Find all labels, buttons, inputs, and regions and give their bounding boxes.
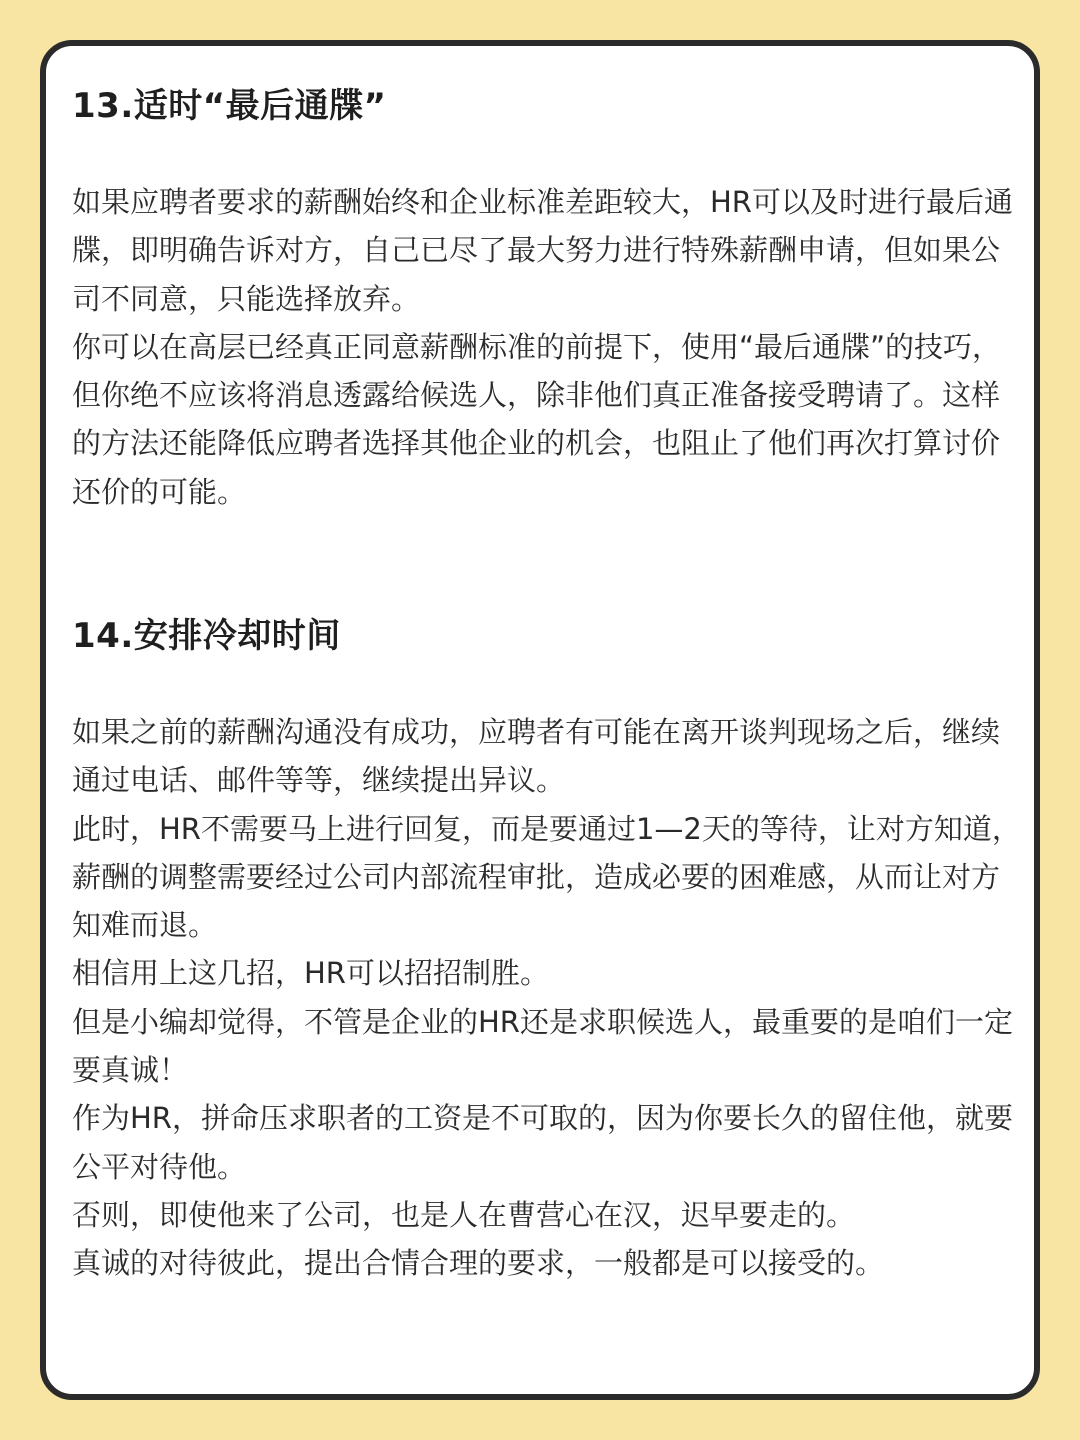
section-body: [72, 178, 1022, 516]
paragraph: 作为HR，拼命压求职者的工资是不可取的，因为你要长久的留住他，就要公平对待他。: [72, 1101, 1013, 1184]
paragraph: 你可以在高层已经真正同意薪酬标准的前提下，使用“最后通牒”的技巧，但你绝不应该将消息透露给候选人，除非他们真正准备接受聘请了。这样的方法还能降低应聘者选择其他企业的机会，也阻止了他们再次打算讨价还价的可能。: [72, 329, 1002, 509]
section-cooling-time: [72, 612, 1022, 1288]
section-heading: 13.适时“最后通牒”: [72, 86, 387, 126]
paragraph: 但是小编却觉得，不管是企业的HR还是求职候选人，最重要的是咱们一定要真诚！: [72, 1004, 1013, 1088]
paragraph: 相信用上这几招，HR可以招招制胜。: [72, 956, 549, 991]
section-body: [72, 708, 1022, 1288]
section-ultimatum: [72, 82, 1022, 516]
article-card: [40, 40, 1040, 1400]
paragraph: 如果之前的薪酬沟通没有成功，应聘者有可能在离开谈判现场之后，继续通过电话、邮件等等，继续提出异议。: [72, 715, 1001, 798]
section-heading: 14.安排冷却时间: [72, 616, 341, 656]
paragraph: 此时，HR不需要马上进行回复，而是要通过1—2天的等待，让对方知道，薪酬的调整需要经过公司内部流程审批，造成必要的困难感，从而让对方知难而退。: [72, 811, 1021, 943]
paragraph: 如果应聘者要求的薪酬始终和企业标准差距较大，HR可以及时进行最后通牒，即明确告诉对方，自己已尽了最大努力进行特殊薪酬申请，但如果公司不同意，只能选择放弃。: [72, 185, 1013, 316]
paragraph: 否则，即使他来了公司，也是人在曹营心在汉，迟早要走的。: [72, 1197, 856, 1232]
paragraph: 真诚的对待彼此，提出合情合理的要求，一般都是可以接受的。: [72, 1246, 885, 1281]
